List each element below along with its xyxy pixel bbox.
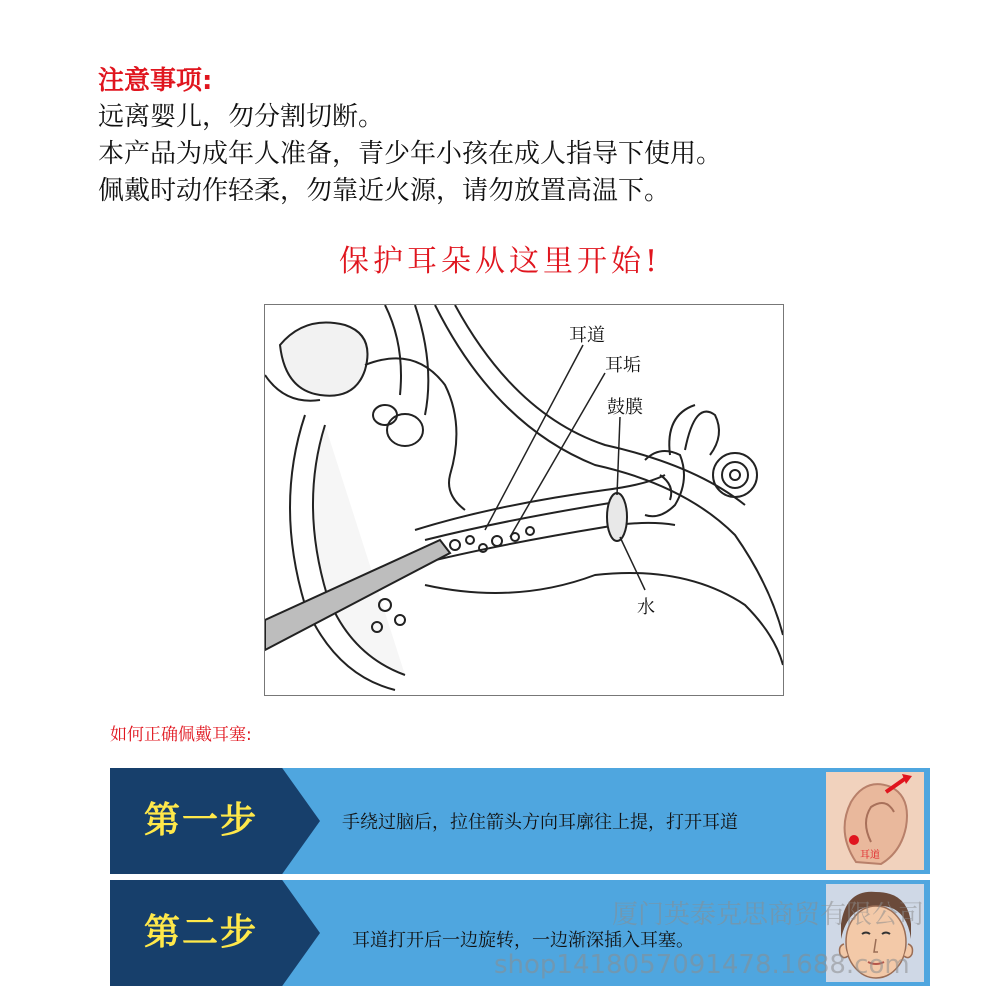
step-one-banner (110, 768, 930, 874)
step-one-pic-label: 耳道 (860, 850, 880, 861)
ear-photo-icon (826, 772, 924, 870)
watermark-url: shop1418057091478.1688.com (494, 950, 910, 980)
step-two-label: 第二步 (144, 912, 259, 953)
step-one-text: 手绕过脑后，拉住箭头方向耳廓往上提，打开耳道 (342, 812, 738, 833)
notice-line-1: 远离婴儿，勿分割切断。 (98, 102, 385, 132)
label-earwax: 耳垢 (605, 355, 641, 376)
how-to-title: 如何正确佩戴耳塞: (110, 725, 252, 745)
step-two-text: 耳道打开后一边旋转，一边渐深插入耳塞。 (352, 930, 694, 951)
label-ear-canal: 耳道 (569, 325, 605, 346)
label-eardrum: 鼓膜 (607, 397, 643, 418)
label-water: 水 (637, 597, 655, 618)
notice-line-2: 本产品为成年人准备，青少年小孩在成人指导下使用。 (98, 139, 723, 169)
watermark-company: 厦门英泰克思商贸有限公司 (612, 900, 925, 930)
step-one-ear-picture (826, 772, 924, 870)
ear-diagram (264, 304, 784, 696)
notice-title: 注意事项: (98, 66, 213, 96)
step-one-label: 第一步 (144, 800, 259, 841)
slogan-heading: 保护耳朵从这里开始! (338, 244, 662, 279)
notice-line-3: 佩戴时动作轻柔，勿靠近火源，请勿放置高温下。 (98, 176, 671, 206)
ear-diagram-illustration (265, 305, 783, 695)
